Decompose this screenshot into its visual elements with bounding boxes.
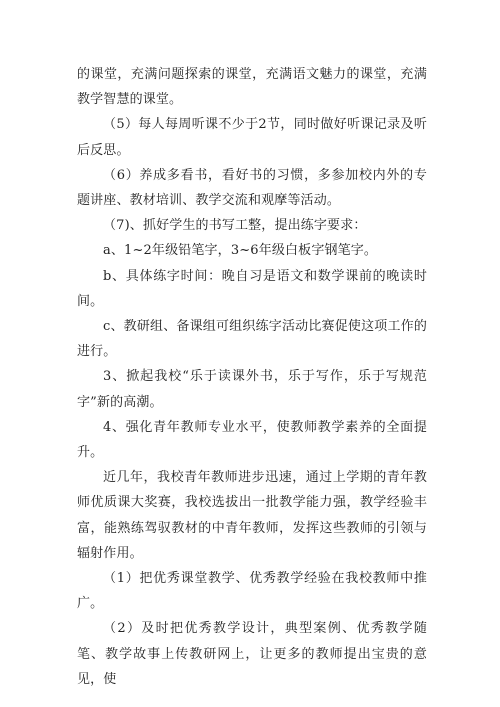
paragraph-4: （7)、抓好学生的书写工整，提出练字要求： bbox=[103, 218, 367, 234]
paragraph-6: b、具体练字时间：晚自习是语文和数学课前的晚读时间。 bbox=[77, 268, 427, 309]
paragraph-10: 近几年，我校青年教师进步迅速，通过上学期的青年教师优质课大奖赛，我校选拔出一批教学能力强，教学经验丰富，能熟练驾驭教材的中青年教师，发挥这些教师的引领与辐射作用。 bbox=[77, 470, 427, 561]
paragraph-9: 4、强化青年教师专业水平，使教师教学素养的全面提升。 bbox=[77, 419, 427, 461]
document-body bbox=[77, 62, 427, 692]
paragraph-7: c、教研组、备课组可组织练字活动比赛促使这项工作的进行。 bbox=[77, 319, 427, 360]
paragraph-8: 3、掀起我校“乐于读课外书，乐于写作，乐于写规范字”新的高潮。 bbox=[77, 369, 427, 410]
paragraph-11: （1）把优秀课堂教学、优秀教学经验在我校教师中推广。 bbox=[77, 571, 427, 612]
paragraph-12: （2）及时把优秀教学设计，典型案例、优秀教学随笔、教学故事上传教研网上，让更多的教师提出宝贵的意见，使 bbox=[77, 621, 427, 687]
paragraph-3: （6）养成多看书，看好书的习惯，多参加校内外的专题讲座、教材培训、教学交流和观摩等活动。 bbox=[77, 167, 427, 209]
paragraph-1: 的课堂，充满问题探索的课堂，充满语文魅力的课堂，充满教学智慧的课堂。 bbox=[77, 67, 427, 108]
paragraph-5: a、1~2年级铅笔字，3~6年级白板字钢笔字。 bbox=[103, 243, 378, 259]
paragraph-2: （5）每人每周听课不少于2节，同时做好听课记录及听后反思。 bbox=[77, 117, 427, 158]
